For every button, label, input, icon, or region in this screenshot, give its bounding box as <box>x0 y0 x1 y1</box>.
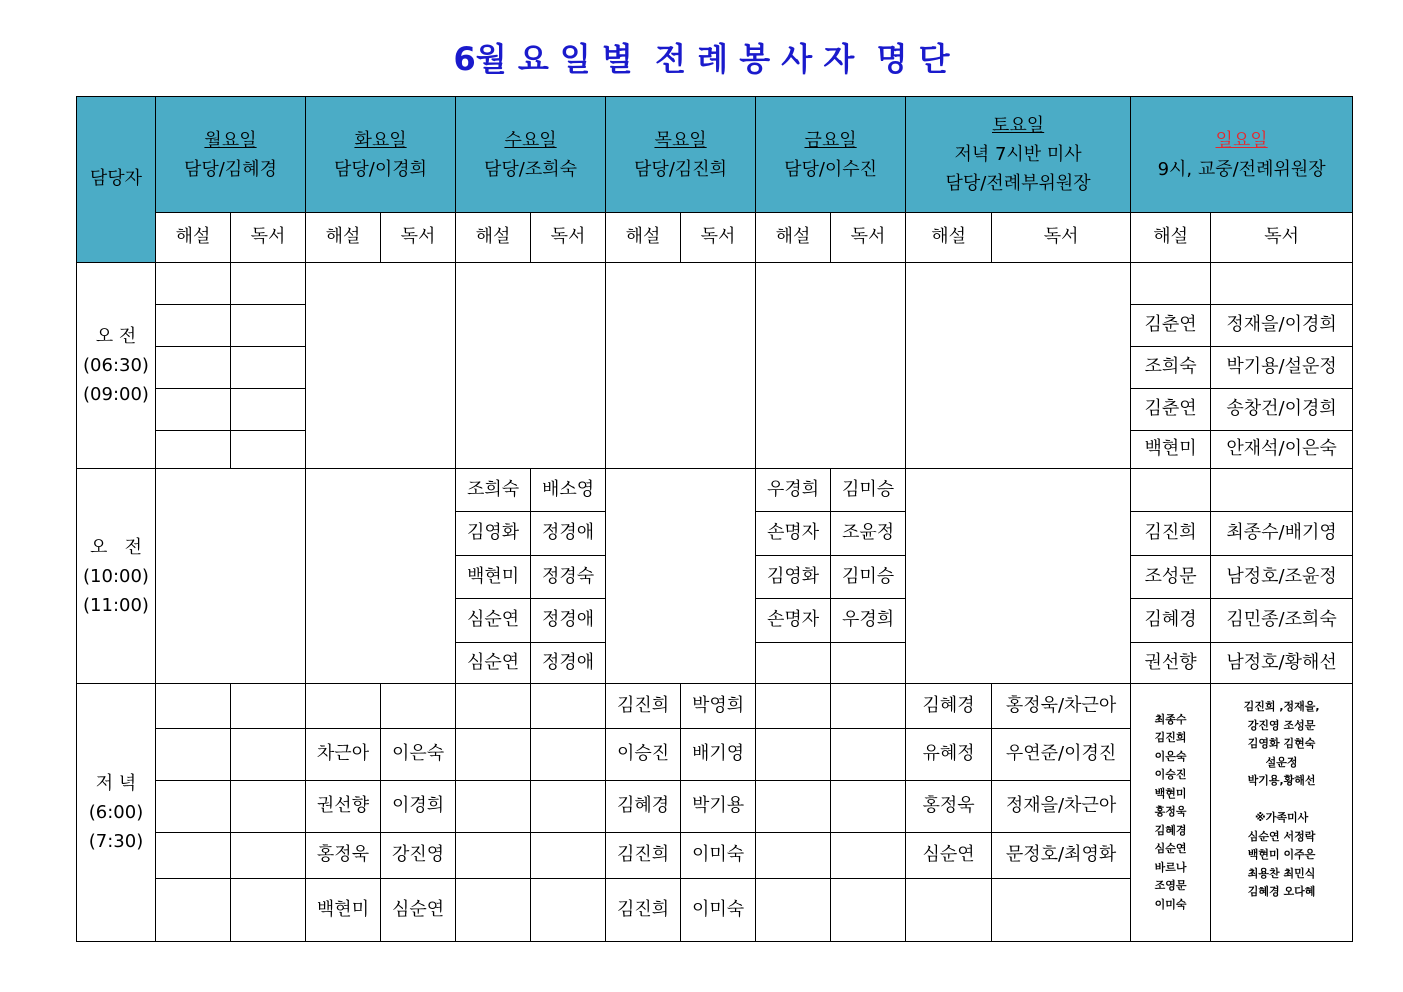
empty-cell <box>231 347 306 389</box>
cell-reading: 배소영 <box>531 469 606 512</box>
empty-cell <box>456 833 531 879</box>
cell-commentary <box>1131 263 1211 305</box>
col-reading-header: 독서 <box>381 213 456 263</box>
cell-reading: 이미숙 <box>681 879 756 942</box>
day-assignee: 담당/조희숙 <box>484 158 578 180</box>
cell-commentary: 권선향 <box>1131 643 1211 684</box>
cell-commentary: 김혜경 <box>1131 599 1211 643</box>
empty-block <box>756 263 906 469</box>
cell-reading: 김민종/조희숙 <box>1211 599 1353 643</box>
empty-cell <box>231 431 306 469</box>
cell-reading <box>381 684 456 729</box>
empty-block <box>156 469 306 684</box>
cell-commentary: 김진희 <box>1131 512 1211 556</box>
cell-reading: 박기용 <box>681 781 756 833</box>
list-item: 박기용,황해선 <box>1247 774 1316 787</box>
day-assignee: 9시, 교중/전례위원장 <box>1157 158 1326 180</box>
col-commentary-header: 해설 <box>756 213 831 263</box>
list-item: 김혜경 <box>1154 823 1187 837</box>
cell-reading: 이은숙 <box>381 729 456 781</box>
empty-cell <box>831 729 906 781</box>
list-item: 김진희 <box>1154 731 1187 745</box>
day-assignee: 담당/김진희 <box>634 158 728 180</box>
empty-cell <box>531 684 606 729</box>
empty-cell <box>156 879 231 942</box>
list-item: 백현미 <box>1154 786 1187 800</box>
empty-cell <box>756 833 831 879</box>
col-reading-header: 독서 <box>992 213 1131 263</box>
cell-reading: 김미승 <box>831 556 906 599</box>
empty-cell <box>831 684 906 729</box>
cell-reading: 정재을/차근아 <box>992 781 1131 833</box>
day-name: 화요일 <box>354 129 407 151</box>
day-name: 월요일 <box>204 129 257 151</box>
empty-cell <box>456 684 531 729</box>
cell-reading <box>992 879 1131 942</box>
cell-commentary: 권선향 <box>306 781 381 833</box>
empty-cell <box>156 347 231 389</box>
empty-cell <box>531 781 606 833</box>
list-item: 설운정 <box>1265 755 1298 769</box>
empty-block <box>306 263 456 469</box>
col-commentary-header: 해설 <box>306 213 381 263</box>
day-header-fri <box>756 97 906 213</box>
empty-cell <box>231 684 306 729</box>
cell-reading: 김미승 <box>831 469 906 512</box>
day-name: 목요일 <box>654 129 707 151</box>
empty-cell <box>456 879 531 942</box>
col-reading-header: 독서 <box>681 213 756 263</box>
col-reading-header: 독서 <box>831 213 906 263</box>
cell-commentary: 조성문 <box>1131 556 1211 599</box>
cell-commentary: 홍정욱 <box>906 781 992 833</box>
cell-commentary: 백현미 <box>306 879 381 942</box>
cell-commentary: 차근아 <box>306 729 381 781</box>
empty-cell <box>231 729 306 781</box>
empty-block <box>306 469 456 684</box>
empty-cell <box>231 833 306 879</box>
cell-reading: 최종수/배기영 <box>1211 512 1353 556</box>
cell-reading: 송창건/이경희 <box>1211 389 1353 431</box>
cell-reading: 문정호/최영화 <box>992 833 1131 879</box>
empty-cell <box>531 729 606 781</box>
empty-cell <box>231 305 306 347</box>
cell-reading: 배기영 <box>681 729 756 781</box>
cell-reading: 정재을/이경희 <box>1211 305 1353 347</box>
cell-commentary: 손명자 <box>756 599 831 643</box>
assignee-label: 담당자 <box>89 168 143 190</box>
cell-reading: 정경애 <box>531 599 606 643</box>
empty-cell <box>156 389 231 431</box>
col-commentary-header: 해설 <box>606 213 681 263</box>
empty-cell <box>156 833 231 879</box>
cell-reading <box>831 643 906 684</box>
list-item: 심순연 <box>1154 842 1187 856</box>
col-commentary-header: 해설 <box>456 213 531 263</box>
day-header-sun <box>1131 97 1353 213</box>
cell-reading: 이경희 <box>381 781 456 833</box>
list-item: 최종수 <box>1154 712 1187 726</box>
empty-block <box>906 469 1131 684</box>
empty-cell <box>531 833 606 879</box>
day-header-wed <box>456 97 606 213</box>
empty-cell <box>756 729 831 781</box>
cell-commentary <box>756 643 831 684</box>
empty-block <box>606 263 756 469</box>
day-assignee: 담당/이수진 <box>784 158 878 180</box>
empty-cell <box>231 389 306 431</box>
day-header-thu <box>606 97 756 213</box>
list-item: 강진영 조성문 <box>1247 718 1316 732</box>
empty-cell <box>456 781 531 833</box>
empty-block <box>906 263 1131 469</box>
list-item: 김영화 김현숙 <box>1247 737 1316 750</box>
empty-block <box>456 263 606 469</box>
list-item: 이은숙 <box>1154 749 1187 763</box>
empty-cell <box>456 729 531 781</box>
col-commentary-header: 해설 <box>906 213 992 263</box>
sunday-evening-commentary-list <box>1131 684 1211 942</box>
cell-reading: 정경애 <box>531 643 606 684</box>
cell-commentary: 우경희 <box>756 469 831 512</box>
cell-reading: 박기용/설운정 <box>1211 347 1353 389</box>
cell-commentary: 심순연 <box>456 643 531 684</box>
cell-commentary <box>306 684 381 729</box>
list-item: 김진희 ,정재을, <box>1243 700 1320 713</box>
empty-cell <box>756 684 831 729</box>
empty-block <box>606 469 756 684</box>
empty-cell <box>231 263 306 305</box>
empty-cell <box>156 781 231 833</box>
page-title: 6월 요 일 별 전 례 봉 사 자 명 단 <box>453 40 950 78</box>
cell-reading: 안재석/이은숙 <box>1211 431 1353 469</box>
cell-commentary: 심순연 <box>456 599 531 643</box>
col-reading-header: 독서 <box>531 213 606 263</box>
list-item <box>1211 791 1352 810</box>
list-item: 홍정욱 <box>1154 805 1187 819</box>
empty-cell <box>156 684 231 729</box>
empty-cell <box>756 879 831 942</box>
cell-reading: 정경애 <box>531 512 606 556</box>
cell-commentary: 김진희 <box>606 879 681 942</box>
cell-reading <box>1211 469 1353 512</box>
cell-reading: 조윤정 <box>831 512 906 556</box>
cell-commentary: 김혜경 <box>906 684 992 729</box>
cell-commentary: 조희숙 <box>1131 347 1211 389</box>
cell-commentary: 조희숙 <box>456 469 531 512</box>
cell-reading: 박영희 <box>681 684 756 729</box>
cell-commentary: 김춘연 <box>1131 305 1211 347</box>
day-assignee: 담당/전례부위원장 <box>945 173 1091 194</box>
cell-commentary: 김영화 <box>756 556 831 599</box>
cell-reading: 남정호/조윤정 <box>1211 556 1353 599</box>
day-header-tue <box>306 97 456 213</box>
cell-reading: 홍정욱/차근아 <box>992 684 1131 729</box>
list-item: 백현미 이주은 <box>1247 848 1316 861</box>
empty-cell <box>231 781 306 833</box>
list-item: 이승진 <box>1154 768 1187 782</box>
list-item: 바르나 <box>1154 860 1187 874</box>
day-name: 금요일 <box>804 129 857 151</box>
day-assignee: 담당/이경희 <box>334 158 428 180</box>
cell-commentary: 김춘연 <box>1131 389 1211 431</box>
assignee-header <box>77 97 156 263</box>
sunday-evening-reading-list <box>1211 684 1353 942</box>
day-header-sat <box>906 97 1131 213</box>
empty-cell <box>831 879 906 942</box>
section-label-morning1: 오 전 (06:30) (09:00) <box>77 263 156 469</box>
cell-reading <box>1211 263 1353 305</box>
col-reading-header: 독서 <box>231 213 306 263</box>
cell-commentary <box>906 879 992 942</box>
cell-reading: 이미숙 <box>681 833 756 879</box>
empty-cell <box>831 833 906 879</box>
list-item: 이미숙 <box>1154 897 1187 911</box>
cell-commentary: 김혜경 <box>606 781 681 833</box>
col-reading-header: 독서 <box>1211 213 1353 263</box>
empty-cell <box>831 781 906 833</box>
section-label-evening: 저 녁 (6:00) (7:30) <box>77 684 156 942</box>
cell-commentary: 홍정욱 <box>306 833 381 879</box>
empty-cell <box>156 263 231 305</box>
list-item: 김혜경 오다혜 <box>1247 885 1316 898</box>
cell-commentary: 김진희 <box>606 833 681 879</box>
cell-reading: 우경희 <box>831 599 906 643</box>
list-item: 심순연 서정락 <box>1247 829 1316 843</box>
cell-commentary <box>1131 469 1211 512</box>
section-label-morning2: 오 전 (10:00) (11:00) <box>77 469 156 684</box>
empty-cell <box>756 781 831 833</box>
cell-reading: 우연준/이경진 <box>992 729 1131 781</box>
list-item: 조영문 <box>1154 879 1187 893</box>
empty-cell <box>156 729 231 781</box>
col-commentary-header: 해설 <box>156 213 231 263</box>
empty-cell <box>156 431 231 469</box>
family-mass-label: ※가족미사 <box>1255 811 1309 824</box>
cell-commentary: 백현미 <box>1131 431 1211 469</box>
day-name: 일요일 <box>1215 129 1268 151</box>
empty-cell <box>231 879 306 942</box>
day-header-mon <box>156 97 306 213</box>
empty-cell <box>156 305 231 347</box>
cell-commentary: 김영화 <box>456 512 531 556</box>
cell-reading: 남정호/황해선 <box>1211 643 1353 684</box>
day-mass-time: 저녁 7시반 미사 <box>954 144 1082 165</box>
day-assignee: 담당/김혜경 <box>184 158 278 180</box>
day-name: 수요일 <box>504 129 557 151</box>
list-item: 최용찬 최민식 <box>1247 866 1316 880</box>
cell-reading: 강진영 <box>381 833 456 879</box>
cell-commentary: 이승진 <box>606 729 681 781</box>
schedule-table <box>76 96 1353 942</box>
cell-commentary: 손명자 <box>756 512 831 556</box>
cell-reading: 심순연 <box>381 879 456 942</box>
cell-commentary: 유혜정 <box>906 729 992 781</box>
cell-commentary: 백현미 <box>456 556 531 599</box>
cell-commentary: 김진희 <box>606 684 681 729</box>
col-commentary-header: 해설 <box>1131 213 1211 263</box>
cell-commentary: 심순연 <box>906 833 992 879</box>
day-name: 토요일 <box>992 115 1045 136</box>
empty-cell <box>531 879 606 942</box>
cell-reading: 정경숙 <box>531 556 606 599</box>
